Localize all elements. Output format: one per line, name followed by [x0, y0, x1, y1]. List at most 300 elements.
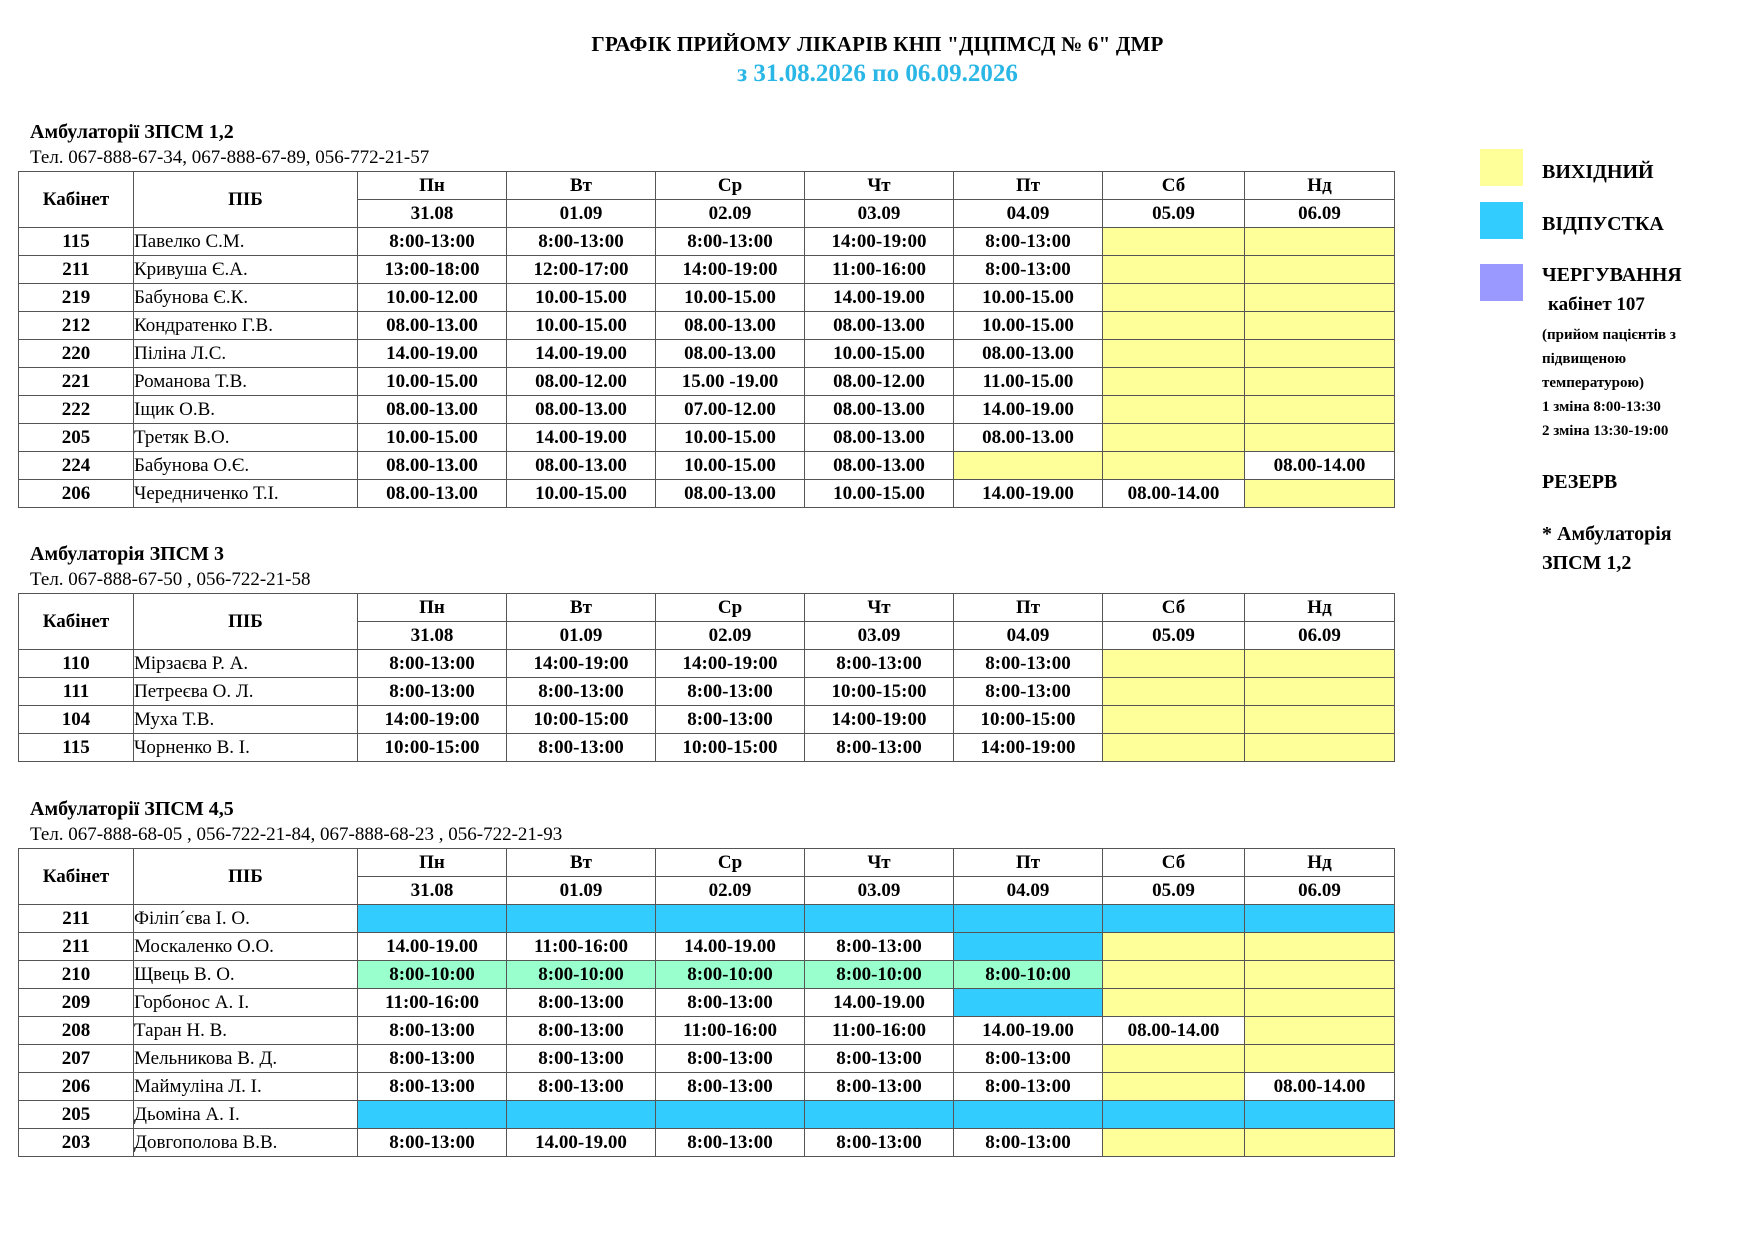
schedule-time-cell: 08.00-13.00: [805, 312, 954, 340]
column-header-day: Сб: [1103, 849, 1245, 877]
schedule-time-cell: [1245, 284, 1395, 312]
schedule-time-cell: 10:00-15:00: [954, 706, 1103, 734]
schedule-time-cell: 8:00-13:00: [954, 256, 1103, 284]
legend-day-off-label: ВИХІДНИЙ: [1542, 161, 1654, 183]
schedule-time-cell: [1245, 933, 1395, 961]
schedule-time-cell: 10.00-15.00: [656, 452, 805, 480]
schedule-time-cell: 8:00-13:00: [656, 1129, 805, 1157]
schedule-time-cell: 11:00-16:00: [805, 1017, 954, 1045]
schedule-time-cell: 8:00-13:00: [954, 650, 1103, 678]
schedule-time-cell: 08.00-13.00: [358, 396, 507, 424]
schedule-time-cell: 08.00-13.00: [358, 312, 507, 340]
column-header-date: 31.08: [358, 877, 507, 905]
schedule-time-cell: [1103, 905, 1245, 933]
table-row: [19, 452, 1395, 480]
legend-duty-note: підвищеною: [1542, 351, 1627, 367]
schedule-time-cell: 8:00-13:00: [954, 1073, 1103, 1101]
schedule-time-cell: 08.00-13.00: [507, 452, 656, 480]
schedule-time-cell: 10.00-15.00: [358, 368, 507, 396]
column-header-date: 05.09: [1103, 200, 1245, 228]
schedule-time-cell: 08.00-13.00: [656, 340, 805, 368]
schedule-time-cell: 11:00-16:00: [507, 933, 656, 961]
column-header-name: ПІБ: [134, 594, 358, 650]
doctor-name-cell: Бабунова Є.К.: [134, 284, 358, 312]
schedule-time-cell: 08.00-13.00: [358, 452, 507, 480]
schedule-time-cell: 8:00-13:00: [656, 706, 805, 734]
schedule-time-cell: 8:00-13:00: [507, 228, 656, 256]
schedule-time-cell: 8:00-13:00: [656, 1045, 805, 1073]
schedule-time-cell: [805, 1101, 954, 1129]
schedule-time-cell: 8:00-13:00: [358, 1073, 507, 1101]
schedule-time-cell: 8:00-13:00: [507, 734, 656, 762]
column-header-day: Чт: [805, 172, 954, 200]
table-row: [19, 424, 1395, 452]
schedule-time-cell: [1103, 1045, 1245, 1073]
schedule-time-cell: 10.00-15.00: [805, 480, 954, 508]
cabinet-cell: 206: [19, 480, 134, 508]
cabinet-cell: 211: [19, 933, 134, 961]
cabinet-cell: 205: [19, 424, 134, 452]
cabinet-cell: 222: [19, 396, 134, 424]
schedule-time-cell: 10:00-15:00: [358, 734, 507, 762]
schedule-time-cell: 10:00-15:00: [656, 734, 805, 762]
schedule-time-cell: [1245, 340, 1395, 368]
schedule-time-cell: 10:00-15:00: [805, 678, 954, 706]
column-header-day: Пт: [954, 594, 1103, 622]
column-header-date: 06.09: [1245, 622, 1395, 650]
schedule-time-cell: [1103, 228, 1245, 256]
column-header-day: Пн: [358, 172, 507, 200]
schedule-time-cell: [1103, 706, 1245, 734]
column-header-day: Пн: [358, 594, 507, 622]
schedule-time-cell: 08.00-13.00: [805, 424, 954, 452]
column-header-day: Пн: [358, 849, 507, 877]
schedule-time-cell: [954, 933, 1103, 961]
schedule-time-cell: 8:00-13:00: [954, 678, 1103, 706]
schedule-time-cell: 11:00-16:00: [656, 1017, 805, 1045]
column-header-date: 06.09: [1245, 877, 1395, 905]
legend-swatch-day-off: [1480, 149, 1523, 186]
schedule-time-cell: 8:00-13:00: [507, 989, 656, 1017]
section-zpsm-4-5: [18, 796, 1395, 1157]
schedule-time-cell: 10.00-15.00: [656, 424, 805, 452]
schedule-time-cell: [1103, 256, 1245, 284]
table-row: [19, 961, 1395, 989]
column-header-day: Чт: [805, 849, 954, 877]
doctor-name-cell: Чередниченко Т.І.: [134, 480, 358, 508]
doctor-name-cell: Горбонос А. І.: [134, 989, 358, 1017]
schedule-time-cell: 14.00-19.00: [805, 989, 954, 1017]
schedule-time-cell: [1103, 650, 1245, 678]
schedule-time-cell: [1103, 284, 1245, 312]
doctor-name-cell: Чорненко В. І.: [134, 734, 358, 762]
doctor-name-cell: Іщик О.В.: [134, 396, 358, 424]
cabinet-cell: 203: [19, 1129, 134, 1157]
doctor-name-cell: Довгополова В.В.: [134, 1129, 358, 1157]
schedule-time-cell: [1103, 396, 1245, 424]
legend-duty-cabinet: кабінет 107: [1548, 294, 1645, 315]
schedule-table: [18, 171, 1395, 508]
schedule-time-cell: [1103, 961, 1245, 989]
schedule-time-cell: 08.00-13.00: [954, 340, 1103, 368]
schedule-time-cell: 08.00-13.00: [656, 480, 805, 508]
cabinet-cell: 208: [19, 1017, 134, 1045]
doctor-name-cell: Павелко С.М.: [134, 228, 358, 256]
doctor-name-cell: Романова Т.В.: [134, 368, 358, 396]
schedule-time-cell: 8:00-13:00: [507, 1017, 656, 1045]
table-row: [19, 368, 1395, 396]
schedule-time-cell: [1245, 1129, 1395, 1157]
cabinet-cell: 211: [19, 256, 134, 284]
table-row: [19, 256, 1395, 284]
schedule-time-cell: 8:00-10:00: [358, 961, 507, 989]
schedule-time-cell: [1103, 678, 1245, 706]
table-row: [19, 1073, 1395, 1101]
schedule-time-cell: 10:00-15:00: [507, 706, 656, 734]
schedule-time-cell: 8:00-13:00: [805, 1073, 954, 1101]
column-header-day: Сб: [1103, 172, 1245, 200]
schedule-time-cell: [1245, 480, 1395, 508]
column-header-date: 05.09: [1103, 877, 1245, 905]
schedule-time-cell: [1103, 424, 1245, 452]
schedule-time-cell: 8:00-13:00: [358, 1017, 507, 1045]
schedule-time-cell: 08.00-13.00: [358, 480, 507, 508]
schedule-time-cell: 11:00-16:00: [805, 256, 954, 284]
schedule-time-cell: 14.00-19.00: [507, 1129, 656, 1157]
schedule-time-cell: [1245, 1045, 1395, 1073]
legend-duty-label: ЧЕРГУВАННЯ: [1542, 264, 1682, 286]
table-row: [19, 989, 1395, 1017]
column-header-day: Ср: [656, 172, 805, 200]
doctor-name-cell: Щвець В. О.: [134, 961, 358, 989]
schedule-time-cell: 08.00-14.00: [1103, 1017, 1245, 1045]
schedule-time-cell: 10.00-15.00: [507, 284, 656, 312]
doctor-name-cell: Кондратенко Г.В.: [134, 312, 358, 340]
schedule-time-cell: [1245, 396, 1395, 424]
schedule-time-cell: [1103, 452, 1245, 480]
schedule-time-cell: 14.00-19.00: [358, 340, 507, 368]
schedule-time-cell: 08.00-14.00: [1245, 452, 1395, 480]
column-header-date: 06.09: [1245, 200, 1395, 228]
schedule-time-cell: 14:00-19:00: [805, 228, 954, 256]
schedule-time-cell: 15.00 -19.00: [656, 368, 805, 396]
schedule-time-cell: [1103, 1129, 1245, 1157]
schedule-time-cell: 08.00-14.00: [1103, 480, 1245, 508]
schedule-time-cell: 08.00-13.00: [805, 396, 954, 424]
column-header-date: 01.09: [507, 622, 656, 650]
schedule-time-cell: 14.00-19.00: [507, 340, 656, 368]
section-zpsm-3: [18, 541, 1395, 762]
page-title: ГРАФІК ПРИЙОМУ ЛІКАРІВ КНП "ДЦПМСД № 6" ДМР: [591, 32, 1164, 56]
schedule-time-cell: 14:00-19:00: [656, 256, 805, 284]
table-row: [19, 228, 1395, 256]
legend-vacation-label: ВІДПУСТКА: [1542, 213, 1664, 235]
schedule-time-cell: 8:00-13:00: [954, 1045, 1103, 1073]
cabinet-cell: 111: [19, 678, 134, 706]
schedule-time-cell: [358, 1101, 507, 1129]
schedule-time-cell: [1103, 340, 1245, 368]
legend-shift-1: 1 зміна 8:00-13:30: [1542, 399, 1661, 415]
schedule-time-cell: [507, 905, 656, 933]
schedule-table: [18, 848, 1395, 1157]
schedule-time-cell: [1103, 1101, 1245, 1129]
legend-note: ЗПСМ 1,2: [1542, 552, 1632, 574]
schedule-time-cell: [507, 1101, 656, 1129]
schedule-time-cell: [1245, 734, 1395, 762]
schedule-time-cell: [1245, 424, 1395, 452]
legend-shift-2: 2 зміна 13:30-19:00: [1542, 423, 1669, 439]
legend-swatch-vacation: [1480, 202, 1523, 239]
table-row: [19, 312, 1395, 340]
schedule-time-cell: 8:00-13:00: [358, 1045, 507, 1073]
schedule-time-cell: 14.00-19.00: [358, 933, 507, 961]
schedule-time-cell: [1103, 368, 1245, 396]
column-header-date: 02.09: [656, 622, 805, 650]
doctor-name-cell: Кривуша Є.А.: [134, 256, 358, 284]
column-header-date: 31.08: [358, 622, 507, 650]
doctor-name-cell: Піліна Л.С.: [134, 340, 358, 368]
doctor-name-cell: Москаленко О.О.: [134, 933, 358, 961]
legend-duty-note: температурою): [1542, 375, 1644, 391]
column-header-cabinet: Кабінет: [19, 594, 134, 650]
schedule-time-cell: 11:00-16:00: [358, 989, 507, 1017]
schedule-time-cell: 14:00-19:00: [507, 650, 656, 678]
schedule-time-cell: 8:00-13:00: [805, 933, 954, 961]
schedule-time-cell: 11.00-15.00: [954, 368, 1103, 396]
schedule-time-cell: [1245, 228, 1395, 256]
column-header-day: Нд: [1245, 849, 1395, 877]
schedule-time-cell: 14:00-19:00: [656, 650, 805, 678]
schedule-time-cell: 8:00-13:00: [358, 1129, 507, 1157]
schedule-time-cell: 8:00-13:00: [805, 650, 954, 678]
cabinet-cell: 104: [19, 706, 134, 734]
schedule-time-cell: [1103, 989, 1245, 1017]
schedule-time-cell: 8:00-13:00: [358, 228, 507, 256]
schedule-time-cell: 8:00-13:00: [358, 650, 507, 678]
column-header-day: Ср: [656, 849, 805, 877]
schedule-time-cell: [656, 905, 805, 933]
schedule-time-cell: 14.00-19.00: [954, 396, 1103, 424]
schedule-time-cell: 10.00-15.00: [656, 284, 805, 312]
header-row-days: [19, 849, 1395, 877]
schedule-time-cell: 10.00-15.00: [507, 480, 656, 508]
column-header-day: Ср: [656, 594, 805, 622]
schedule-time-cell: 8:00-13:00: [656, 1073, 805, 1101]
schedule-time-cell: [805, 905, 954, 933]
section-phone: Тел. 067-888-67-50 , 056-722-21-58: [30, 569, 311, 590]
schedule-time-cell: [954, 905, 1103, 933]
schedule-time-cell: 8:00-13:00: [656, 228, 805, 256]
column-header-day: Вт: [507, 849, 656, 877]
doctor-name-cell: Бабунова О.Є.: [134, 452, 358, 480]
schedule-time-cell: 8:00-13:00: [507, 1073, 656, 1101]
schedule-time-cell: [954, 1101, 1103, 1129]
schedule-time-cell: 10.00-15.00: [358, 424, 507, 452]
schedule-time-cell: 8:00-13:00: [805, 734, 954, 762]
column-header-day: Пт: [954, 849, 1103, 877]
column-header-day: Вт: [507, 172, 656, 200]
schedule-time-cell: [656, 1101, 805, 1129]
schedule-time-cell: 14.00-19.00: [656, 933, 805, 961]
header-row-days: [19, 594, 1395, 622]
doctor-name-cell: Петреєва О. Л.: [134, 678, 358, 706]
schedule-time-cell: 14:00-19:00: [954, 734, 1103, 762]
table-row: [19, 905, 1395, 933]
schedule-time-cell: 8:00-10:00: [507, 961, 656, 989]
cabinet-cell: 207: [19, 1045, 134, 1073]
cabinet-cell: 220: [19, 340, 134, 368]
column-header-day: Пт: [954, 172, 1103, 200]
cabinet-cell: 206: [19, 1073, 134, 1101]
schedule-period: з 31.08.2026 по 06.09.2026: [737, 60, 1018, 87]
column-header-name: ПІБ: [134, 849, 358, 905]
cabinet-cell: 209: [19, 989, 134, 1017]
schedule-time-cell: [1103, 1073, 1245, 1101]
cabinet-cell: 219: [19, 284, 134, 312]
column-header-date: 31.08: [358, 200, 507, 228]
doctor-name-cell: Філіп´єва І. О.: [134, 905, 358, 933]
schedule-time-cell: 8:00-10:00: [954, 961, 1103, 989]
schedule-table: [18, 593, 1395, 762]
schedule-time-cell: 8:00-13:00: [805, 1129, 954, 1157]
table-row: [19, 650, 1395, 678]
table-row: [19, 706, 1395, 734]
schedule-time-cell: 08.00-13.00: [805, 452, 954, 480]
schedule-time-cell: [954, 452, 1103, 480]
legend-swatch-duty: [1480, 264, 1523, 301]
schedule-time-cell: 8:00-10:00: [805, 961, 954, 989]
schedule-time-cell: 8:00-13:00: [656, 678, 805, 706]
schedule-time-cell: 10.00-15.00: [954, 284, 1103, 312]
schedule-time-cell: [1245, 368, 1395, 396]
schedule-time-cell: 8:00-13:00: [954, 1129, 1103, 1157]
column-header-day: Сб: [1103, 594, 1245, 622]
schedule-time-cell: 13:00-18:00: [358, 256, 507, 284]
cabinet-cell: 110: [19, 650, 134, 678]
schedule-time-cell: 8:00-13:00: [507, 678, 656, 706]
cabinet-cell: 221: [19, 368, 134, 396]
legend-duty-note: (прийом пацієнтів з: [1542, 327, 1676, 343]
schedule-time-cell: 10.00-12.00: [358, 284, 507, 312]
column-header-name: ПІБ: [134, 172, 358, 228]
schedule-time-cell: [1245, 961, 1395, 989]
schedule-time-cell: [1103, 933, 1245, 961]
table-row: [19, 480, 1395, 508]
doctor-name-cell: Третяк В.О.: [134, 424, 358, 452]
schedule-time-cell: 8:00-13:00: [954, 228, 1103, 256]
schedule-time-cell: 14.00-19.00: [805, 284, 954, 312]
schedule-time-cell: 12:00-17:00: [507, 256, 656, 284]
column-header-cabinet: Кабінет: [19, 849, 134, 905]
column-header-day: Нд: [1245, 172, 1395, 200]
schedule-time-cell: [1245, 1017, 1395, 1045]
schedule-time-cell: 14.00-19.00: [507, 424, 656, 452]
legend-reserve-label: РЕЗЕРВ: [1542, 471, 1618, 493]
cabinet-cell: 115: [19, 228, 134, 256]
schedule-time-cell: 10.00-15.00: [507, 312, 656, 340]
column-header-day: Вт: [507, 594, 656, 622]
schedule-time-cell: 10.00-15.00: [954, 312, 1103, 340]
column-header-date: 04.09: [954, 200, 1103, 228]
column-header-cabinet: Кабінет: [19, 172, 134, 228]
table-row: [19, 734, 1395, 762]
column-header-date: 04.09: [954, 622, 1103, 650]
section-phone: Тел. 067-888-68-05 , 056-722-21-84, 067-888-68-23 , 056-722-21-93: [30, 824, 563, 845]
schedule-time-cell: 08.00-12.00: [805, 368, 954, 396]
schedule-time-cell: 8:00-13:00: [507, 1045, 656, 1073]
column-header-day: Нд: [1245, 594, 1395, 622]
schedule-time-cell: [1245, 312, 1395, 340]
schedule-time-cell: 08.00-13.00: [954, 424, 1103, 452]
schedule-time-cell: 8:00-10:00: [656, 961, 805, 989]
table-row: [19, 396, 1395, 424]
header-row-days: [19, 172, 1395, 200]
cabinet-cell: 205: [19, 1101, 134, 1129]
table-row: [19, 1045, 1395, 1073]
table-row: [19, 933, 1395, 961]
doctor-name-cell: Дьоміна А. І.: [134, 1101, 358, 1129]
schedule-time-cell: 10.00-15.00: [805, 340, 954, 368]
schedule-time-cell: 14.00-19.00: [954, 480, 1103, 508]
schedule-time-cell: 08.00-13.00: [507, 396, 656, 424]
schedule-time-cell: 14.00-19.00: [954, 1017, 1103, 1045]
schedule-time-cell: 08.00-12.00: [507, 368, 656, 396]
doctor-name-cell: Таран Н. В.: [134, 1017, 358, 1045]
schedule-time-cell: [358, 905, 507, 933]
column-header-date: 02.09: [656, 877, 805, 905]
schedule-time-cell: [1103, 312, 1245, 340]
schedule-time-cell: [1245, 1101, 1395, 1129]
column-header-date: 01.09: [507, 877, 656, 905]
doctor-name-cell: Мельникова В. Д.: [134, 1045, 358, 1073]
schedule-time-cell: 08.00-13.00: [656, 312, 805, 340]
schedule-time-cell: 14:00-19:00: [358, 706, 507, 734]
schedule-time-cell: 08.00-14.00: [1245, 1073, 1395, 1101]
column-header-date: 03.09: [805, 200, 954, 228]
cabinet-cell: 210: [19, 961, 134, 989]
schedule-time-cell: 14:00-19:00: [805, 706, 954, 734]
schedule-time-cell: [1245, 905, 1395, 933]
doctor-name-cell: Муха Т.В.: [134, 706, 358, 734]
table-row: [19, 678, 1395, 706]
column-header-date: 01.09: [507, 200, 656, 228]
column-header-date: 02.09: [656, 200, 805, 228]
schedule-time-cell: [1245, 989, 1395, 1017]
schedule-time-cell: [1245, 650, 1395, 678]
schedule-time-cell: 8:00-13:00: [656, 989, 805, 1017]
schedule-time-cell: [1245, 256, 1395, 284]
section-title: Амбулаторії ЗПСМ 1,2: [30, 121, 234, 143]
section-title: Амбулаторія ЗПСМ 3: [30, 543, 225, 565]
schedule-time-cell: [1245, 706, 1395, 734]
schedule-time-cell: [1103, 734, 1245, 762]
section-zpsm-1-2: [18, 119, 1395, 508]
schedule-time-cell: 8:00-13:00: [805, 1045, 954, 1073]
section-title: Амбулаторії ЗПСМ 4,5: [30, 798, 234, 820]
cabinet-cell: 211: [19, 905, 134, 933]
cabinet-cell: 115: [19, 734, 134, 762]
legend-note: * Амбулаторія: [1542, 523, 1672, 545]
column-header-date: 05.09: [1103, 622, 1245, 650]
column-header-date: 03.09: [805, 877, 954, 905]
cabinet-cell: 224: [19, 452, 134, 480]
column-header-date: 03.09: [805, 622, 954, 650]
schedule-time-cell: [954, 989, 1103, 1017]
schedule-time-cell: [1245, 678, 1395, 706]
column-header-date: 04.09: [954, 877, 1103, 905]
table-row: [19, 284, 1395, 312]
schedule-time-cell: 8:00-13:00: [358, 678, 507, 706]
